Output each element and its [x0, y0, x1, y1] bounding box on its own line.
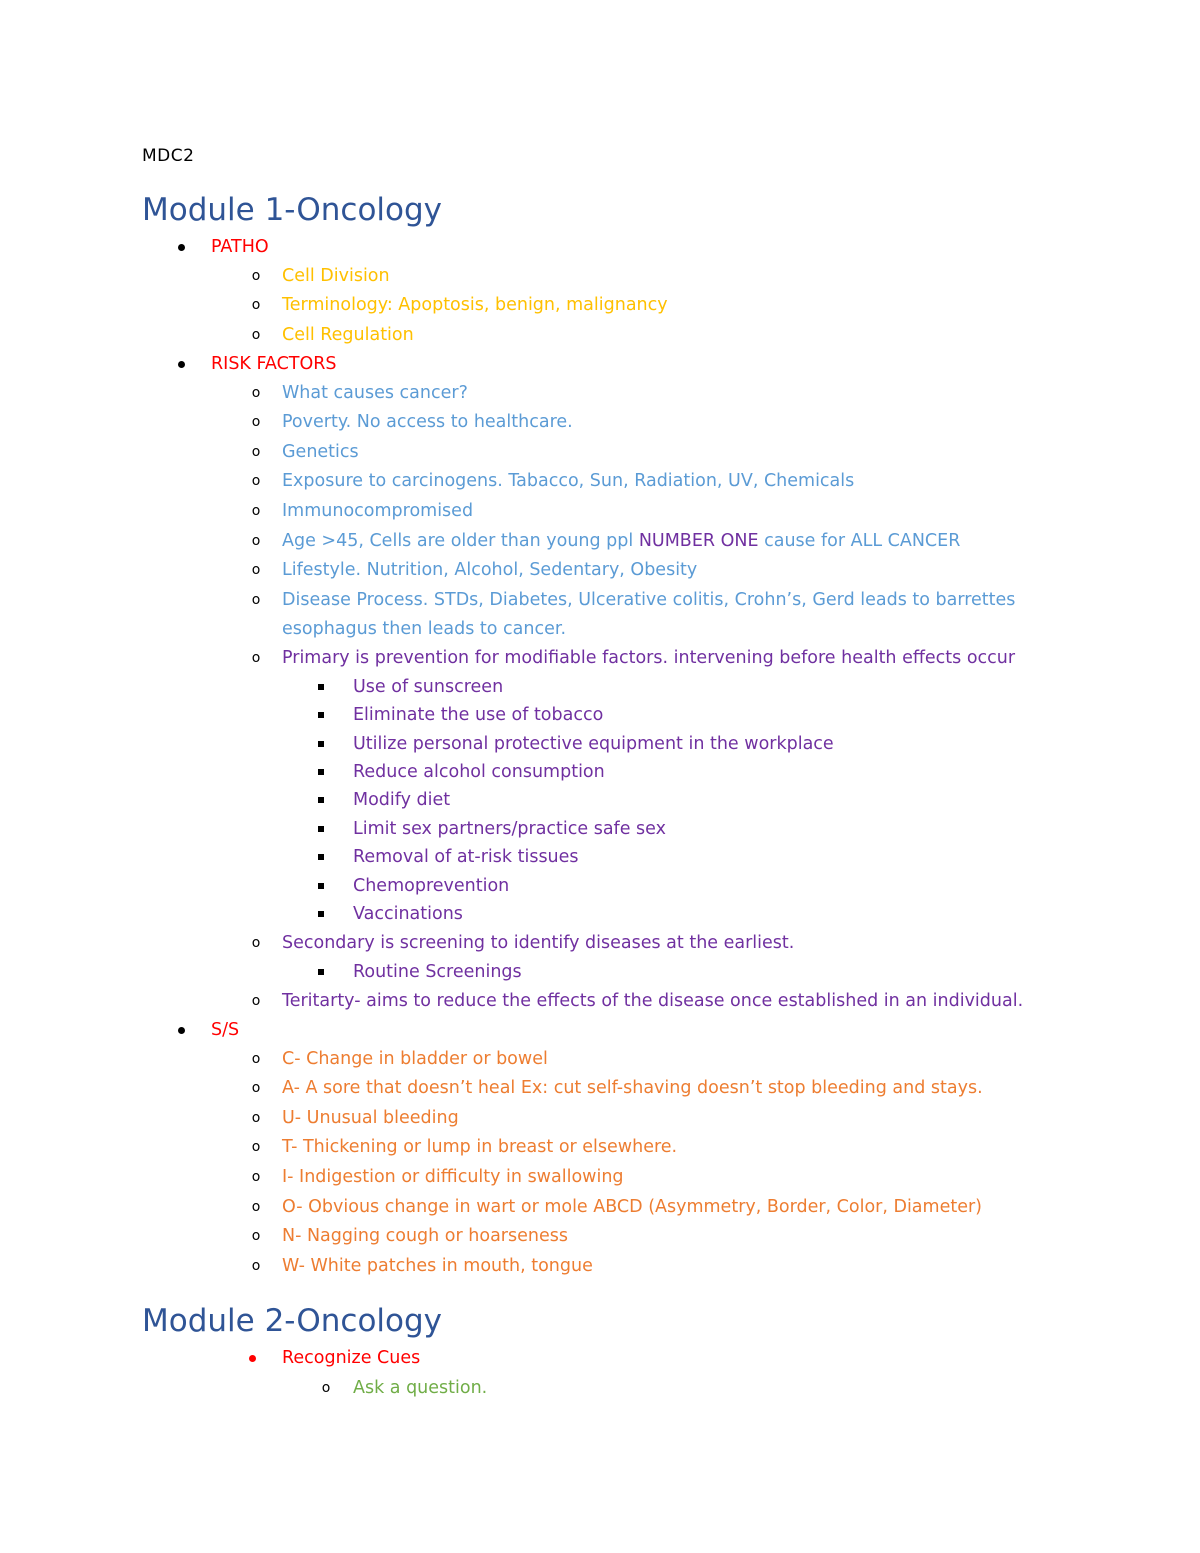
square-bullet-icon: [306, 843, 336, 872]
document-label: MDC2: [142, 146, 195, 166]
list-item-text: Lifestyle. Nutrition, Alcohol, Sedentary, Obesity: [282, 560, 698, 580]
list-item-text: [282, 527, 960, 556]
square-bullet-icon: [306, 815, 336, 844]
list-item-text: Terminology: Apoptosis, benign, malignancy: [282, 295, 668, 315]
sub-list-item-text: Eliminate the use of tobacco: [353, 705, 604, 725]
bullet-icon: [166, 1016, 196, 1045]
circle-bullet-icon: o: [251, 503, 261, 519]
list-item-text: Cell Regulation: [282, 325, 414, 345]
square-bullet-icon: [306, 730, 336, 759]
circle-bullet-icon: o: [251, 533, 261, 549]
list-item-text: Immunocompromised: [282, 501, 474, 521]
list-item-text: W- White patches in mouth, tongue: [282, 1256, 593, 1276]
square-bullet-icon: [306, 900, 336, 929]
circle-bullet-icon: o: [251, 1139, 261, 1155]
circle-bullet-icon: o: [251, 650, 261, 666]
square-bullet-icon: [306, 786, 336, 815]
circle-bullet-icon: o: [251, 385, 261, 401]
list-item-text: A- A sore that doesn’t heal Ex: cut self-shaving doesn’t stop bleeding and stays.: [282, 1078, 983, 1098]
circle-bullet-icon: o: [251, 1110, 261, 1126]
circle-bullet-icon: o: [251, 1169, 261, 1185]
circle-bullet-icon: o: [251, 297, 261, 313]
sub-list-item-text: Routine Screenings: [353, 962, 522, 982]
circle-bullet-icon: o: [251, 592, 261, 608]
square-bullet-icon: [306, 872, 336, 901]
circle-bullet-icon: o: [251, 1080, 261, 1096]
list-item-text: C- Change in bladder or bowel: [282, 1049, 548, 1069]
section-label-signs-symptoms: S/S: [211, 1020, 240, 1040]
bullet-icon: [166, 233, 196, 262]
square-bullet-icon: [306, 758, 336, 787]
sub-list-item-text: Vaccinations: [353, 904, 463, 924]
age-text: Age >45, Cells are older than young ppl: [282, 531, 639, 551]
circle-bullet-icon: o: [251, 1199, 261, 1215]
circle-bullet-icon: o: [321, 1380, 331, 1396]
section-label-patho: PATHO: [211, 237, 269, 257]
circle-bullet-icon: o: [251, 268, 261, 284]
list-item-text: What causes cancer?: [282, 383, 468, 403]
circle-bullet-icon: o: [251, 414, 261, 430]
sub-list-item-text: Utilize personal protective equipment in the workplace: [353, 734, 834, 754]
circle-bullet-icon: o: [251, 327, 261, 343]
list-item-text: Cell Division: [282, 266, 390, 286]
circle-bullet-icon: o: [251, 993, 261, 1009]
list-item-text: Disease Process. STDs, Diabetes, Ulcerative colitis, Crohn’s, Gerd leads to barrettes esophagus then leads to cancer.: [282, 590, 1016, 639]
circle-bullet-icon: o: [251, 1258, 261, 1274]
list-item-text: Genetics: [282, 442, 359, 462]
sub-list-item-text: Reduce alcohol consumption: [353, 762, 605, 782]
secondary-prevention-text: Secondary is screening to identify diseases at the earliest.: [282, 933, 795, 953]
sub-list-item-text: Limit sex partners/practice safe sex: [353, 819, 666, 839]
sub-list-item-text: Removal of at-risk tissues: [353, 847, 579, 867]
list-item-text: O- Obvious change in wart or mole ABCD (Asymmetry, Border, Color, Diameter): [282, 1197, 982, 1217]
bullet-icon: [237, 1344, 267, 1373]
circle-bullet-icon: o: [251, 935, 261, 951]
list-item-text: N- Nagging cough or hoarseness: [282, 1226, 568, 1246]
circle-bullet-icon: o: [251, 444, 261, 460]
number-one-text: NUMBER ONE: [638, 531, 759, 551]
section-label-risk-factors: RISK FACTORS: [211, 354, 337, 374]
list-item-text: Exposure to carcinogens. Tabacco, Sun, Radiation, UV, Chemicals: [282, 471, 855, 491]
section-label-recognize-cues: Recognize Cues: [282, 1348, 421, 1368]
bullet-icon: [166, 350, 196, 379]
square-bullet-icon: [306, 701, 336, 730]
circle-bullet-icon: o: [251, 473, 261, 489]
tertiary-prevention-text: Teritarty- aims to reduce the effects of the disease once established in an individual.: [282, 991, 1024, 1011]
list-item-text: Poverty. No access to healthcare.: [282, 412, 573, 432]
circle-bullet-icon: o: [251, 1228, 261, 1244]
module-1-heading: Module 1-Oncology: [142, 192, 443, 228]
square-bullet-icon: [306, 673, 336, 702]
list-item-text: T- Thickening or lump in breast or elsewhere.: [282, 1137, 678, 1157]
list-item-text: I- Indigestion or difficulty in swallowing: [282, 1167, 624, 1187]
list-item-text: U- Unusual bleeding: [282, 1108, 459, 1128]
module-2-heading: Module 2-Oncology: [142, 1303, 443, 1339]
circle-bullet-icon: o: [251, 1051, 261, 1067]
sub-list-item-text: Use of sunscreen: [353, 677, 504, 697]
list-item-text: Ask a question.: [353, 1378, 488, 1398]
circle-bullet-icon: o: [251, 562, 261, 578]
sub-list-item-text: Modify diet: [353, 790, 451, 810]
square-bullet-icon: [306, 958, 336, 987]
primary-prevention-text: Primary is prevention for modifiable factors. intervening before health effects occur: [282, 648, 1016, 668]
sub-list-item-text: Chemoprevention: [353, 876, 510, 896]
cause-text: cause for ALL CANCER: [758, 531, 961, 551]
